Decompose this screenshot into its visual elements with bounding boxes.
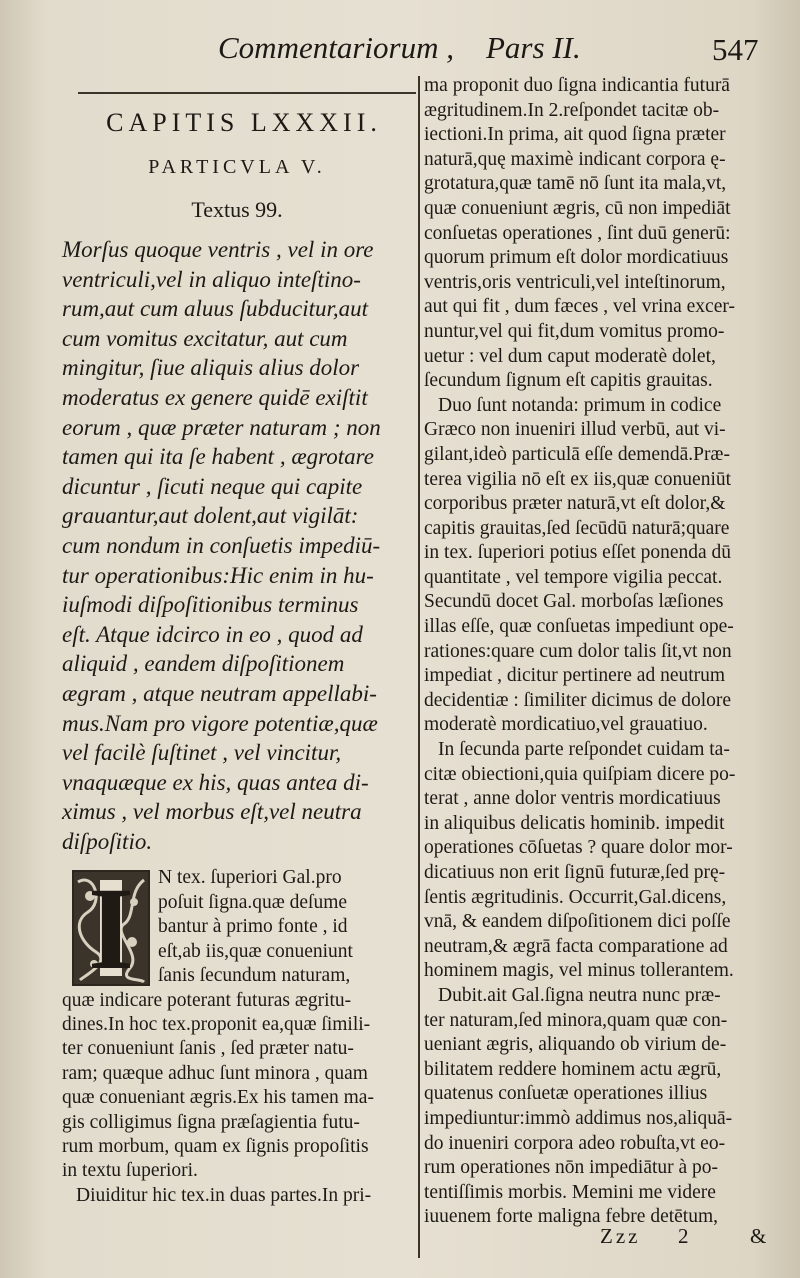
text-line: rum operationes nōn impediātur à po- (424, 1157, 719, 1179)
text-line: ueniant ægris, aliquando ob virium de- (424, 1034, 727, 1056)
text-line: quæ conueniunt ægris, cū non impediāt (424, 197, 731, 219)
text-line: ventriculi,vel in aliquo inteſtino- (62, 266, 361, 292)
text-line: illas eſſe, quæ conſuetas impediunt ope- (424, 616, 734, 638)
text-line: vel facilè ſuſtinet , vel vincitur, (62, 740, 342, 766)
text-line: cum vomitus excitatur, aut cum (62, 325, 348, 351)
text-line: conſuetas operationes , ſint duū generū: (424, 222, 731, 244)
text-line: uetur : vel dum caput moderatè dolet, (424, 345, 716, 367)
running-head (0, 26, 800, 72)
text-line: bilitatem reddere hominem actu ægrū, (424, 1058, 722, 1080)
text-line: moderatus ex genere quidē exiſtit (62, 384, 368, 410)
signature-mark: Zzz (600, 1224, 641, 1248)
text-line: cum nondum in conſuetis impediū- (62, 532, 381, 558)
footer (600, 1224, 790, 1254)
text-line: iuſmodi diſpoſitionibus terminus (62, 592, 359, 618)
text-line: terea vigilia nō eſt ex iis,quæ conueniūt (424, 468, 732, 490)
signature-number: 2 (678, 1224, 689, 1248)
right-text (424, 74, 784, 1230)
text-line: ter naturam,ſed minora,quam quæ con- (424, 1009, 728, 1031)
text-line: ſentis ægritudinis. Occurrit,Gal.dicens, (424, 886, 727, 908)
text-line: tur operationibus:Hic enim in hu- (62, 562, 374, 588)
right-column (424, 74, 784, 1230)
text-line: rationes:quare cum dolor talis ſit,vt non (424, 640, 732, 662)
text-line: In ſecunda parte reſpondet cuidam ta- (438, 739, 730, 761)
text-line: quatenus conſuetæ operationes illius (424, 1083, 708, 1105)
text-line: ximus , vel morbus eſt,vel neutra (62, 799, 362, 825)
text-line: dicatiuus non erit ſignū futuræ,ſed prę- (424, 862, 726, 883)
commentary-lines (62, 989, 412, 1209)
text-line: dicuntur , ſicuti neque qui capite (62, 473, 363, 499)
text-line: eſt. Atque idcirco in eo , quod ad (62, 621, 363, 647)
commentary (62, 866, 412, 1208)
text-line: terat , anne dolor ventris mordicatiuus (424, 788, 721, 810)
text-line: gilant,ideò particulā eſſe demendā.Præ- (424, 443, 730, 465)
text-line: ter conueniunt ſanis , ſed præter natu- (62, 1038, 354, 1060)
text-line: quæ indicare poterant futuras ægritu- (62, 989, 352, 1011)
text-line: Secundū docet Gal. morboſas læſiones (424, 591, 724, 613)
text-line: bantur à primo fonte , id (158, 916, 348, 938)
text-line: do inueniri corpora adeo robuſta,vt eo- (424, 1132, 726, 1154)
text-line: diſpoſitio. (62, 828, 153, 854)
text-line: citæ obiectioni,quia quiſpiam dicere po- (424, 763, 736, 785)
text-line: Morſus quoque ventris , vel in ore (62, 237, 374, 262)
text-line: Græco non inueniri illud verbū, aut vi- (424, 419, 726, 441)
text-line: rum,aut cum aluus ſubducitur,aut (62, 296, 369, 322)
text-line: in textu ſuperiori. (62, 1160, 198, 1182)
text-line: vnā, & eandem diſpoſitionem dici poſſe (424, 911, 731, 933)
particula-heading: PARTICVLA V. (148, 156, 326, 178)
text-line: iuuenem forte maligna febre detētum, (424, 1206, 719, 1228)
text-line: gis colligimus ſigna præſagientia futu- (62, 1111, 360, 1133)
text-line: ram; quæque adhuc ſunt minora , quam (62, 1062, 368, 1084)
text-line: neutram,& ægrā facta comparatione ad (424, 935, 728, 957)
text-line: naturā,quę maximè indicant corpora ę- (424, 148, 726, 170)
catchword: & (750, 1224, 767, 1248)
text-line: impediat , dicitur pertinere ad neutrum (424, 665, 726, 687)
text-line: tentiſſimis morbis. Memini me videre (424, 1181, 716, 1203)
text-line: quæ conueniant ægris.Ex his tamen ma- (62, 1087, 374, 1109)
text-line: ma proponit duo ſigna indicantia futurā (424, 75, 730, 96)
text-line: Duo ſunt notanda: primum in codice (438, 394, 722, 416)
text-line: ſecundum ſignum eſt capitis grauitas. (424, 370, 713, 392)
left-column (62, 100, 412, 1208)
text-line: mus.Nam pro vigore potentiæ,quæ (62, 710, 378, 736)
text-line: grauantur,aut dolent,aut vigilāt: (62, 503, 359, 529)
text-line: quantitate , vel tempore vigilia peccat. (424, 566, 723, 588)
page-number: 547 (712, 32, 759, 67)
text-line: dines.In hoc tex.proponit ea,quæ ſimili- (62, 1013, 371, 1035)
chapter-heading: CAPITIS LXXXII. (106, 108, 382, 137)
textus-heading: Textus 99. (191, 197, 283, 222)
text-line: iectioni.In prima, ait quod ſigna præter (424, 124, 726, 146)
text-line: aut qui fit , dum fæces , vel vrina excer- (424, 296, 735, 318)
column-divider (418, 76, 420, 1258)
text-line: eorum , quæ præter naturam ; non (62, 414, 381, 440)
text-line: quorum primum eſt dolor mordicatiuus (424, 247, 729, 269)
text-line: grotatura,quæ tamē nō ſunt ita mala,vt, (424, 173, 727, 195)
text-line: operationes cōſuetas ? quare dolor mor- (424, 837, 733, 859)
running-part: Pars II. (486, 30, 581, 65)
text-line: impediuntur:immò addimus nos,aliquā- (424, 1107, 733, 1129)
dropcap-letter: I (88, 870, 134, 987)
text-line: hominem magis, vel minus tollerantem. (424, 960, 734, 982)
text-line: vnaquæque ex his, quas antea di- (62, 769, 369, 795)
text-line: corporibus præter naturā,vt eſt dolor,& (424, 493, 726, 515)
header-rule (78, 92, 416, 94)
running-title: Commentariorum , (218, 30, 454, 65)
text-line: Diuiditur hic tex.in duas partes.In pri- (76, 1184, 372, 1206)
text-line: ægritudinem.In 2.reſpondet tacitæ ob- (424, 99, 720, 121)
text-line: tamen qui ita ſe habent , ægrotare (62, 444, 374, 470)
text-line: ventris,oris ventriculi,vel inteſtinorum, (424, 271, 726, 293)
text-line: moderatè mordicatiuo,vel grauatiuo. (424, 714, 708, 736)
text-line: mingitur, ſiue aliquis alius dolor (62, 355, 360, 381)
text-line: Dubit.ait Gal.ſigna neutra nunc præ- (438, 984, 721, 1006)
text-line: rum morbum, quam ex ſignis propoſitis (62, 1135, 369, 1157)
text-line: capitis grauitas,ſed ſecūdū naturā;quare (424, 517, 730, 539)
text-line: ægram , atque neutram appellabi- (62, 680, 377, 706)
text-line: ſanis ſecundum naturam, (158, 965, 351, 987)
text-line: in aliquibus delicatis hominib. impedit (424, 812, 725, 834)
aphorism-text (62, 235, 412, 856)
decorated-initial (72, 870, 150, 986)
text-line: N tex. ſuperiori Gal.pro (158, 867, 342, 889)
text-line: in tex. ſuperiori potius eſſet ponenda dū (424, 542, 732, 564)
text-line: aliquid , eandem diſpoſitionem (62, 651, 345, 677)
text-line: eſt,ab iis,quæ conueniunt (158, 940, 353, 962)
text-line: poſuit ſigna.quæ deſume (158, 891, 348, 913)
text-line: decidentiæ : ſimiliter dicimus de dolore (424, 689, 732, 711)
text-line: nuntur,vel qui fit,dum vomitus promo- (424, 320, 725, 342)
